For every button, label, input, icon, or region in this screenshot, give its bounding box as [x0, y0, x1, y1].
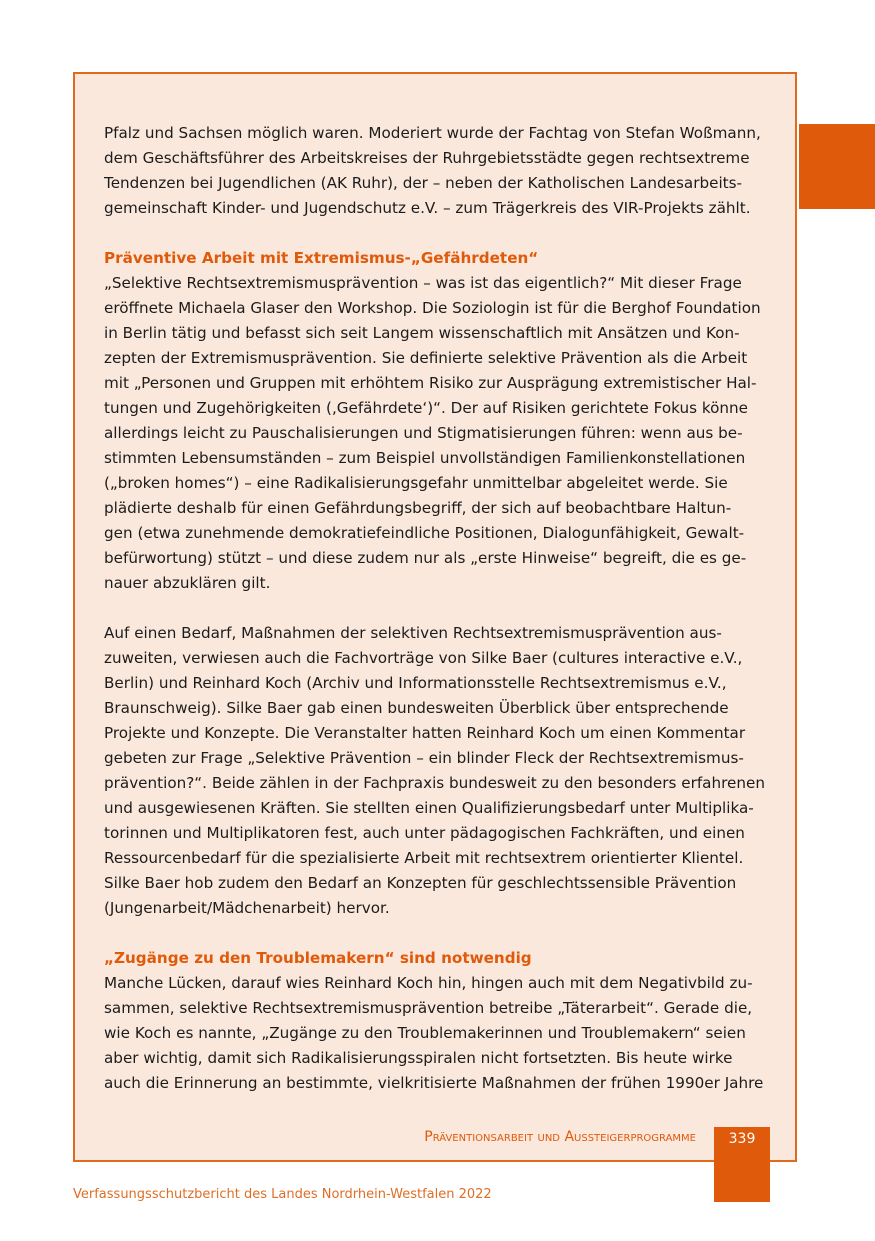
text-line: Braunschweig). Silke Baer gab einen bundesweiten Überblick über entsprechende: [104, 699, 729, 717]
text-line: zuweiten, verwiesen auch die Fachvorträge von Silke Baer (cultures interactive e.V.,: [104, 649, 743, 667]
text-line: sammen, selektive Rechtsextremismusprävention betreibe „Täterarbeit“. Gerade die,: [104, 999, 753, 1017]
paragraph-gap: [104, 596, 772, 621]
running-header: Präventionsarbeit und Aussteigerprogramme: [424, 1129, 696, 1145]
text-line: wie Koch es nannte, „Zugänge zu den Troublemakerinnen und Troublemakern“ seien: [104, 1024, 746, 1042]
text-line: Manche Lücken, darauf wies Reinhard Koch hin, hingen auch mit dem Negativbild zu-: [104, 974, 753, 992]
text-line: gebeten zur Frage „Selektive Prävention – ein blinder Fleck der Rechtsextremismus-: [104, 749, 744, 767]
section-heading: Präventive Arbeit mit Extremismus-„Gefährdeten“: [104, 249, 539, 267]
text-line: prävention?“. Beide zählen in der Fachpraxis bundesweit zu den besonders erfahrenen: [104, 774, 765, 792]
text-line: Silke Baer hob zudem den Bedarf an Konzepten für geschlechtssensible Prävention: [104, 874, 737, 892]
text-line: zepten der Extremismusprävention. Sie definierte selektive Prävention als die Arbeit: [104, 349, 748, 367]
text-line: und ausgewiesenen Kräften. Sie stellten einen Qualifizierungsbedarf unter Multiplika-: [104, 799, 754, 817]
paragraph: [104, 271, 772, 596]
page-number-box: [714, 1127, 770, 1202]
paragraph: [104, 121, 772, 221]
text-line: in Berlin tätig und befasst sich seit Langem wissenschaftlich mit Ansätzen und Kon-: [104, 324, 740, 342]
paragraph-gap: [104, 221, 772, 246]
text-line: torinnen und Multiplikatoren fest, auch unter pädagogischen Fachkräften, und einen: [104, 824, 745, 842]
paragraph: [104, 971, 772, 1096]
section-heading: „Zugänge zu den Troublemakern“ sind notwendig: [104, 949, 532, 967]
text-line: Pfalz und Sachsen möglich waren. Moderiert wurde der Fachtag von Stefan Woßmann,: [104, 124, 761, 142]
text-line: stimmten Lebensumständen – zum Beispiel unvollständigen Familienkonstellationen: [104, 449, 746, 467]
paragraph: [104, 621, 772, 921]
text-line: Projekte und Konzepte. Die Veranstalter hatten Reinhard Koch um einen Kommentar: [104, 724, 746, 742]
text-line: nauer abzuklären gilt.: [104, 574, 271, 592]
text-line: („broken homes“) – eine Radikalisierungsgefahr unmittelbar abgeleitet werde. Sie: [104, 474, 728, 492]
text-line: Auf einen Bedarf, Maßnahmen der selektiven Rechtsextremismusprävention aus-: [104, 624, 722, 642]
text-line: mit „Personen und Gruppen mit erhöhtem Risiko zur Ausprägung extremistischer Hal-: [104, 374, 757, 392]
text-line: eröffnete Michaela Glaser den Workshop. Die Soziologin ist für die Berghof Foundation: [104, 299, 761, 317]
text-line: (Jungenarbeit/Mädchenarbeit) hervor.: [104, 899, 390, 917]
text-line: „Selektive Rechtsextremismusprävention – was ist das eigentlich?“ Mit dieser Frage: [104, 274, 742, 292]
text-line: gemeinschaft Kinder- und Jugendschutz e.V. – zum Trägerkreis des VIR-Projekts zählt.: [104, 199, 751, 217]
text-line: gen (etwa zunehmende demokratiefeindliche Positionen, Dialogunfähigkeit, Gewalt-: [104, 524, 745, 542]
text-line: dem Geschäftsführer des Arbeitskreises der Ruhrgebietsstädte gegen rechtsextreme: [104, 149, 750, 167]
chapter-tab-marker: [799, 124, 875, 209]
text-line: allerdings leicht zu Pauschalisierungen und Stigmatisierungen führen: wenn aus be-: [104, 424, 743, 442]
page-number: 339: [728, 1131, 756, 1147]
text-line: befürwortung) stützt – und diese zudem nur als „erste Hinweise“ begreift, die es ge-: [104, 549, 747, 567]
page-footer: Verfassungsschutzbericht des Landes Nordrhein-Westfalen 2022: [73, 1187, 492, 1202]
text-line: Tendenzen bei Jugendlichen (AK Ruhr), der – neben der Katholischen Landesarbeits-: [104, 174, 743, 192]
paragraph-gap: [104, 921, 772, 946]
text-line: tungen und Zugehörigkeiten (‚Gefährdete‘)“. Der auf Risiken gerichtete Fokus könne: [104, 399, 748, 417]
text-line: auch die Erinnerung an bestimmte, vielkritisierte Maßnahmen der frühen 1990er Jahre: [104, 1074, 764, 1092]
text-line: aber wichtig, damit sich Radikalisierungsspiralen nicht fortsetzten. Bis heute wirke: [104, 1049, 733, 1067]
text-line: Ressourcenbedarf für die spezialisierte Arbeit mit rechtsextrem orientierter Klientel.: [104, 849, 744, 867]
body-text: [104, 121, 772, 1096]
text-line: plädierte deshalb für einen Gefährdungsbegriff, der sich auf beobachtbare Haltun-: [104, 499, 732, 517]
text-line: Berlin) und Reinhard Koch (Archiv und Informationsstelle Rechtsextremismus e.V.,: [104, 674, 727, 692]
